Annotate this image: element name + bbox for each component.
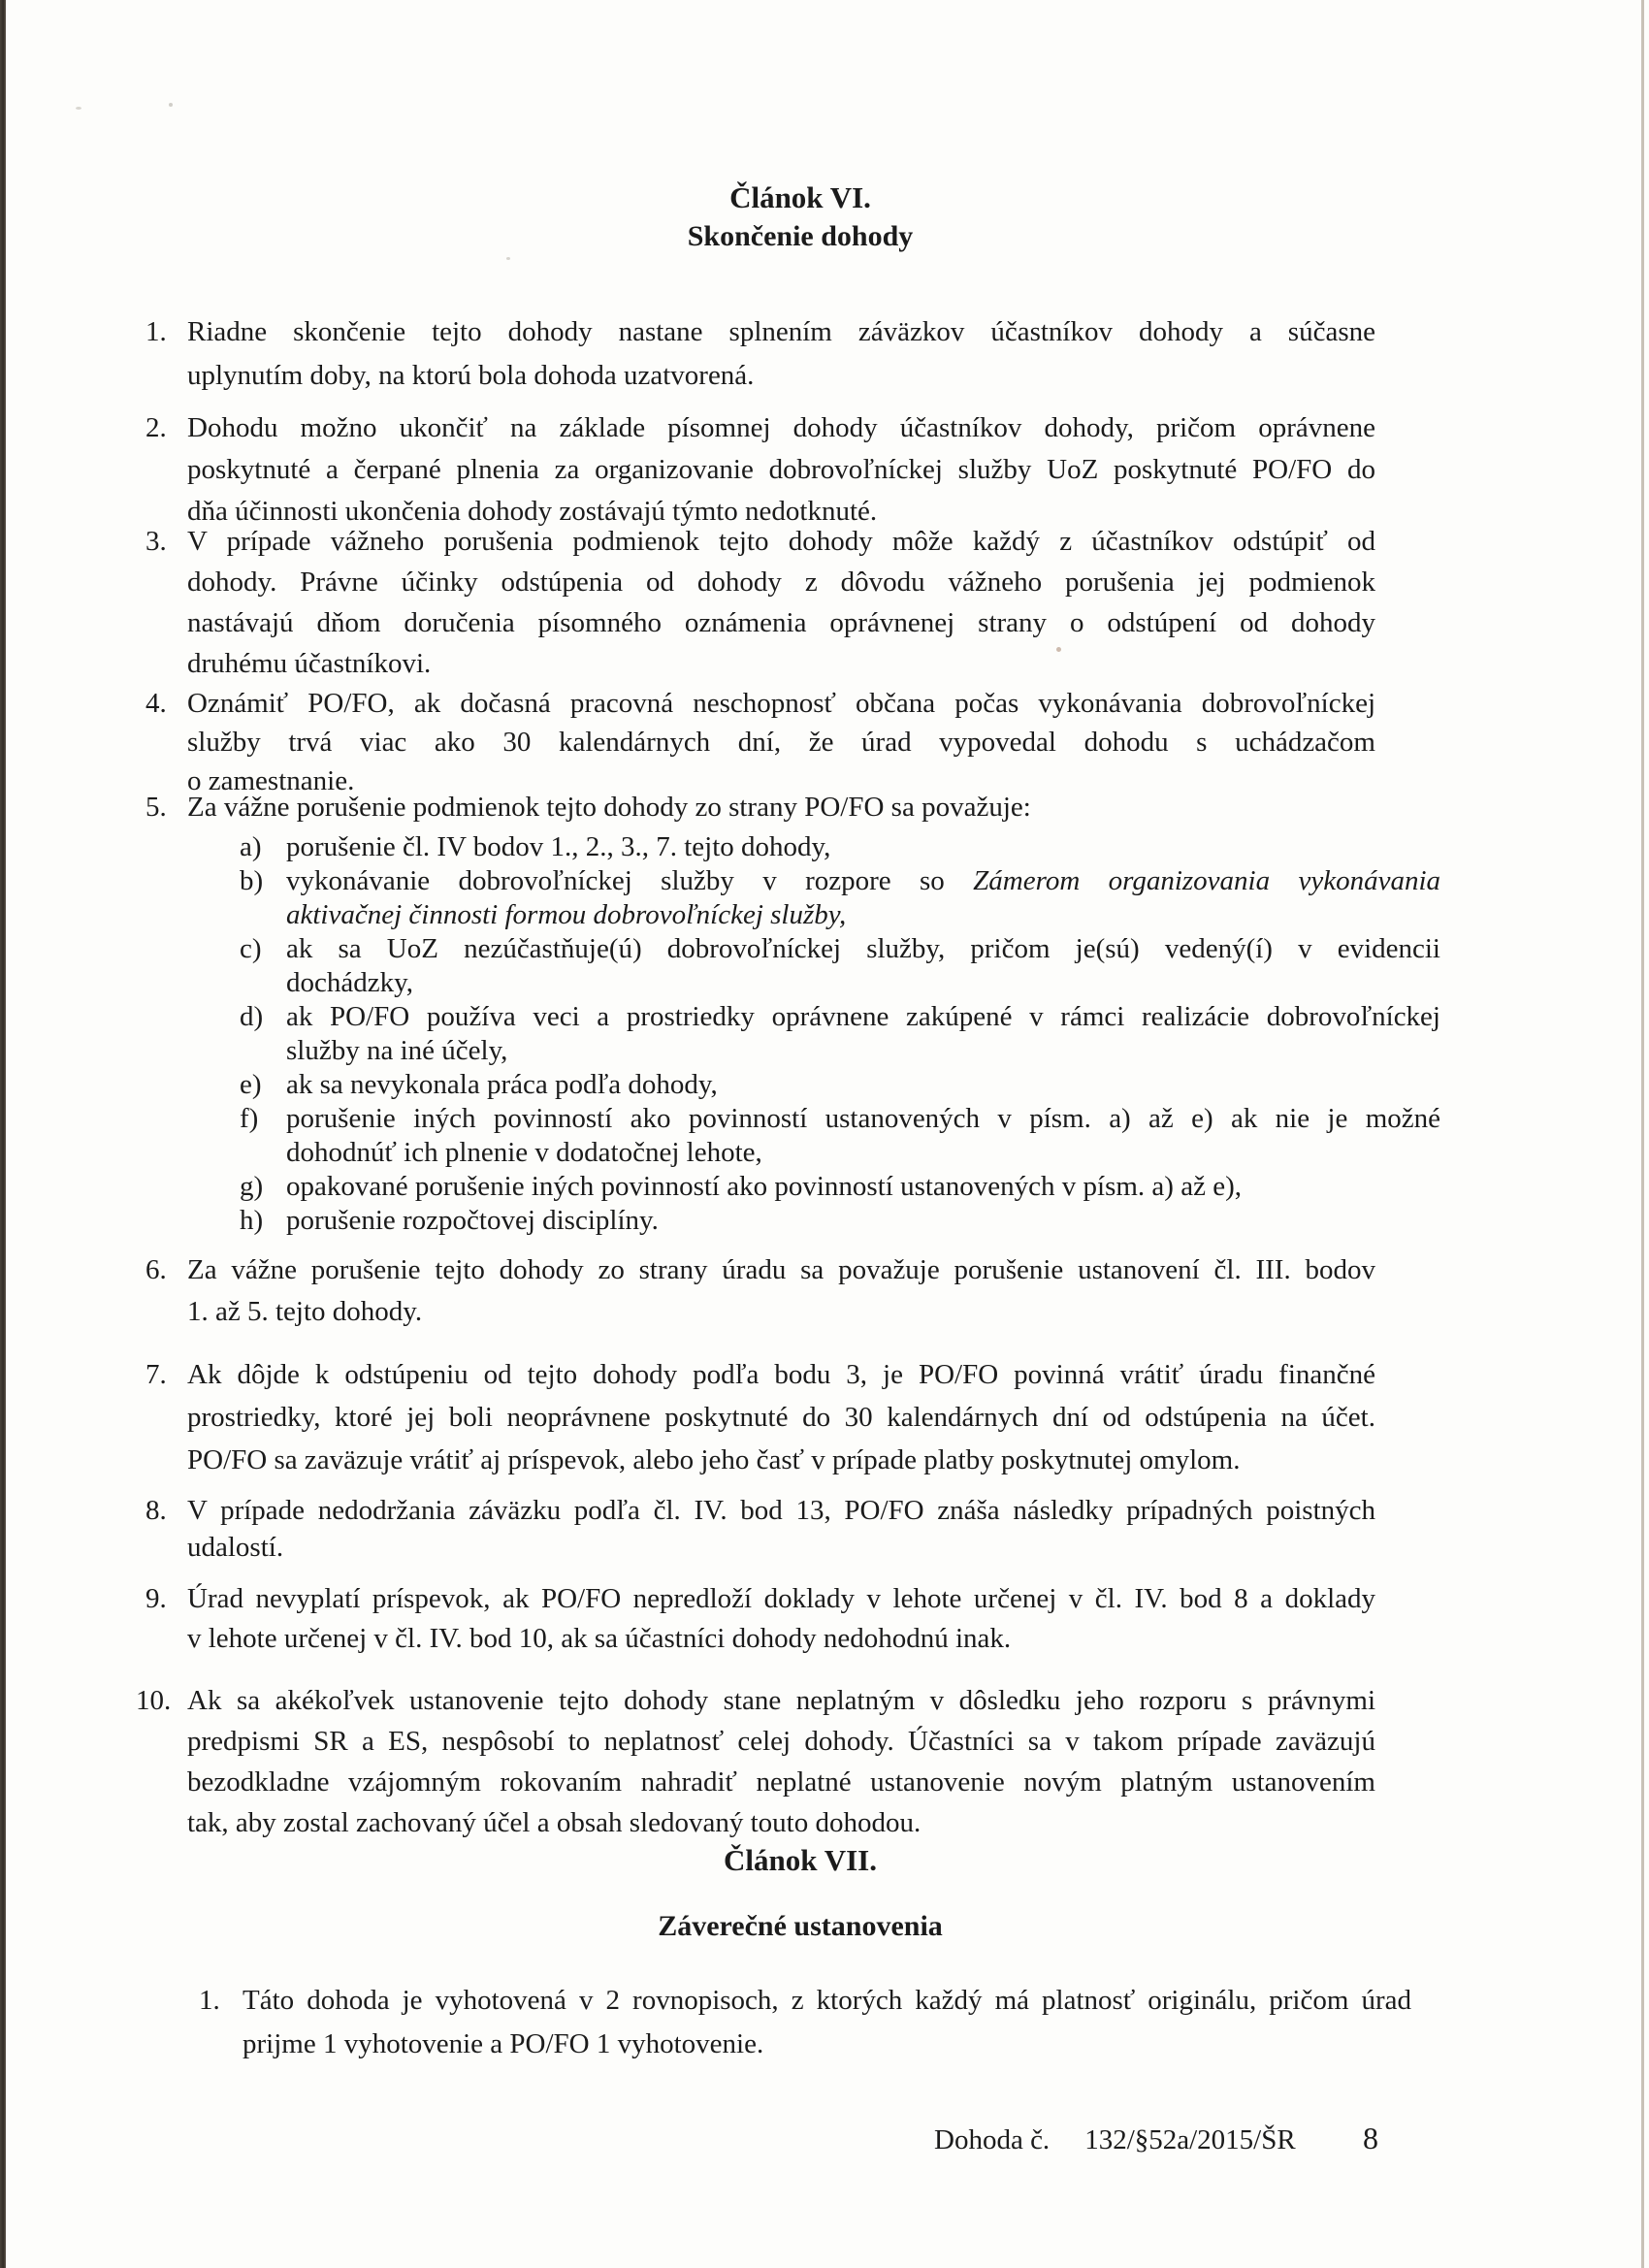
list-item-6 (146, 1249, 1375, 1333)
item-line: prijme 1 vyhotovenie a PO/FO 1 vyhotovenie. (242, 2028, 764, 2059)
item-number: 6. (146, 1254, 167, 1285)
article-7-title: Článok VII. (724, 1843, 877, 1877)
sub-item-h (240, 1204, 1440, 1238)
item-line: V prípade nedodržania záväzku podľa čl. IV. bod 13, PO/FO znáša následky prípadných poistných (187, 1495, 1375, 1526)
scan-speck (169, 103, 173, 107)
sub-item-line (286, 864, 1440, 898)
sub-item-letter: d) (240, 1001, 264, 1032)
sub-item-line: služby na iné účely, (286, 1035, 508, 1066)
item-line: dňa účinnosti ukončenia dohody zostávajú týmto nedotknuté. (187, 496, 878, 527)
item-number: 3. (146, 526, 167, 557)
sub-item-letter: b) (240, 865, 264, 896)
sub-item-line: ak sa nevykonala práca podľa dohody, (286, 1069, 718, 1100)
list-item-10 (136, 1680, 1375, 1843)
item-number: 7. (146, 1359, 167, 1390)
item-line: v lehote určenej v čl. IV. bod 10, ak sa účastníci dohody nedohodnú inak. (187, 1623, 1012, 1654)
sub-item-f (240, 1102, 1440, 1170)
item-line: Dohodu možno ukončiť na základe písomnej dohody účastníkov dohody, pričom oprávnene (187, 412, 1375, 443)
sub-item-line: dochádzky, (286, 967, 413, 998)
item-line: Za vážne porušenie podmienok tejto dohody zo strany PO/FO sa považuje: (187, 792, 1031, 823)
list-item-3 (146, 521, 1375, 684)
scan-speck (506, 257, 510, 260)
item-line: PO/FO sa zaväzuje vrátiť aj príspevok, alebo jeho časť v prípade platby poskytnutej omylom. (187, 1444, 1241, 1475)
item-line: Úrad nevyplatí príspevok, ak PO/FO nepredloží doklady v lehote určenej v čl. IV. bod 8 a doklady (187, 1583, 1375, 1614)
footer-agreement-number: 132/§52a/2015/ŠR (1084, 2124, 1296, 2155)
item-line: poskytnuté a čerpané plnenia za organizovanie dobrovoľníckej služby UoZ poskytnuté PO/FO do (187, 454, 1375, 485)
item-number: 5. (146, 792, 167, 823)
item-line: predpismi SR a ES, nespôsobí to neplatnosť celej dohody. Účastníci sa v takom prípade zaväzujú (187, 1726, 1375, 1757)
item-line: druhému účastníkovi. (187, 648, 432, 679)
item-line: služby trvá viac ako 30 kalendárnych dní, že úrad vypovedal dohodu s uchádzačom (187, 727, 1375, 758)
item-line: Za vážne porušenie tejto dohody zo strany úradu sa považuje porušenie ustanovení čl. III. bodov (187, 1254, 1375, 1285)
item-line: V prípade vážneho porušenia podmienok tejto dohody môže každý z účastníkov odstúpiť od (187, 526, 1375, 557)
sub-item-letter: f) (240, 1103, 259, 1134)
list-item-5 (146, 789, 1375, 826)
item-line: Ak sa akékoľvek ustanovenie tejto dohody stane neplatným v dôsledku jeho rozporu s právnymi (187, 1685, 1375, 1716)
footer-agreement-reference (934, 2124, 1296, 2156)
item-line: nastávajú dňom doručenia písomného oznámenia oprávnenej strany o odstúpení od dohody (187, 607, 1375, 638)
sub-item-b (240, 864, 1440, 932)
scan-edge-artifact-right (1641, 0, 1644, 2268)
sub-item-line: porušenie rozpočtovej disciplíny. (286, 1205, 659, 1236)
item-line: Riadne skončenie tejto dohody nastane splnením záväzkov účastníkov dohody a súčasne (187, 316, 1375, 347)
item-line: o zamestnanie. (187, 765, 355, 796)
item-line: Ak dôjde k odstúpeniu od tejto dohody podľa bodu 3, je PO/FO povinná vrátiť úradu finančné (187, 1359, 1375, 1390)
item-number: 8. (146, 1495, 167, 1526)
sub-item-line: aktivačnej činnosti formou dobrovoľníckej služby, (286, 899, 847, 930)
article-6-title: Článok VI. (729, 180, 871, 214)
article-7-item-1 (199, 1979, 1411, 2066)
item-line: Oznámiť PO/FO, ak dočasná pracovná neschopnosť občana počas vykonávania dobrovoľníckej (187, 688, 1375, 719)
sub-item-line: dohodnúť ich plnenie v dodatočnej lehote, (286, 1137, 762, 1168)
item-number: 1. (146, 316, 167, 347)
footer-page-number: 8 (1363, 2121, 1378, 2155)
sub-item-c (240, 932, 1440, 1000)
sub-item-a (240, 830, 1440, 864)
item-number: 9. (146, 1583, 167, 1614)
item-line: uplynutím doby, na ktorú bola dohoda uzatvorená. (187, 360, 755, 391)
sub-item-line: ak sa UoZ nezúčastňuje(ú) dobrovoľníckej služby, pričom je(sú) vedený(í) v evidencii (286, 933, 1440, 964)
item-line: Táto dohoda je vyhotovená v 2 rovnopisoch, z ktorých každý má platnosť originálu, pričom úrad (242, 1985, 1411, 2016)
sub-item-letter: c) (240, 933, 262, 964)
sub-item-text: vykonávanie dobrovoľníckej služby v rozpore so (286, 865, 974, 896)
list-item-7 (146, 1353, 1375, 1481)
scan-speck (76, 107, 81, 110)
item-line: dohody. Právne účinky odstúpenia od dohody z dôvodu vážneho porušenia jej podmienok (187, 567, 1375, 598)
list-item-9 (146, 1579, 1375, 1659)
sub-item-letter: h) (240, 1205, 264, 1236)
list-item-8 (146, 1492, 1375, 1566)
sub-item-line: porušenie čl. IV bodov 1., 2., 3., 7. tejto dohody, (286, 831, 831, 862)
item-line: prostriedky, ktoré jej boli neoprávnene poskytnuté do 30 kalendárnych dní od odstúpenia na účet. (187, 1402, 1375, 1433)
item-number: 10. (136, 1685, 172, 1716)
item-line: tak, aby zostal zachovaný účel a obsah sledovaný touto dohodou. (187, 1807, 922, 1838)
sub-item-text-italic: Zámerom organizovania vykonávania (973, 865, 1441, 896)
list-item-1 (146, 310, 1375, 398)
sub-item-letter: g) (240, 1171, 264, 1202)
sub-item-letter: a) (240, 831, 262, 862)
sub-item-g (240, 1170, 1440, 1204)
item-line: udalostí. (187, 1532, 284, 1563)
item-line: bezodkladne vzájomným rokovaním nahradiť neplatné ustanovenie novým platným ustanovením (187, 1766, 1375, 1798)
sub-item-line: ak PO/FO používa veci a prostriedky oprávnene zakúpené v rámci realizácie dobrovoľníckej (286, 1001, 1440, 1032)
article-6-subtitle: Skončenie dohody (687, 220, 914, 252)
sub-item-letter: e) (240, 1069, 262, 1100)
list-item-4 (146, 684, 1375, 800)
sub-list-5 (240, 830, 1440, 1238)
footer-agreement-label: Dohoda č. (934, 2124, 1051, 2155)
article-7-subtitle: Záverečné ustanovenia (658, 1910, 943, 1942)
item-number: 1. (199, 1985, 220, 2016)
item-number: 4. (146, 688, 167, 719)
sub-item-line: porušenie iných povinností ako povinností ustanovených v písm. a) až e) ak nie je možné (286, 1103, 1440, 1134)
sub-item-d (240, 1000, 1440, 1068)
item-line: 1. až 5. tejto dohody. (187, 1296, 423, 1327)
sub-item-line: opakované porušenie iných povinností ako povinností ustanovených v písm. a) až e), (286, 1171, 1242, 1202)
sub-item-e (240, 1068, 1440, 1102)
item-number: 2. (146, 412, 167, 443)
list-item-2 (146, 407, 1375, 533)
